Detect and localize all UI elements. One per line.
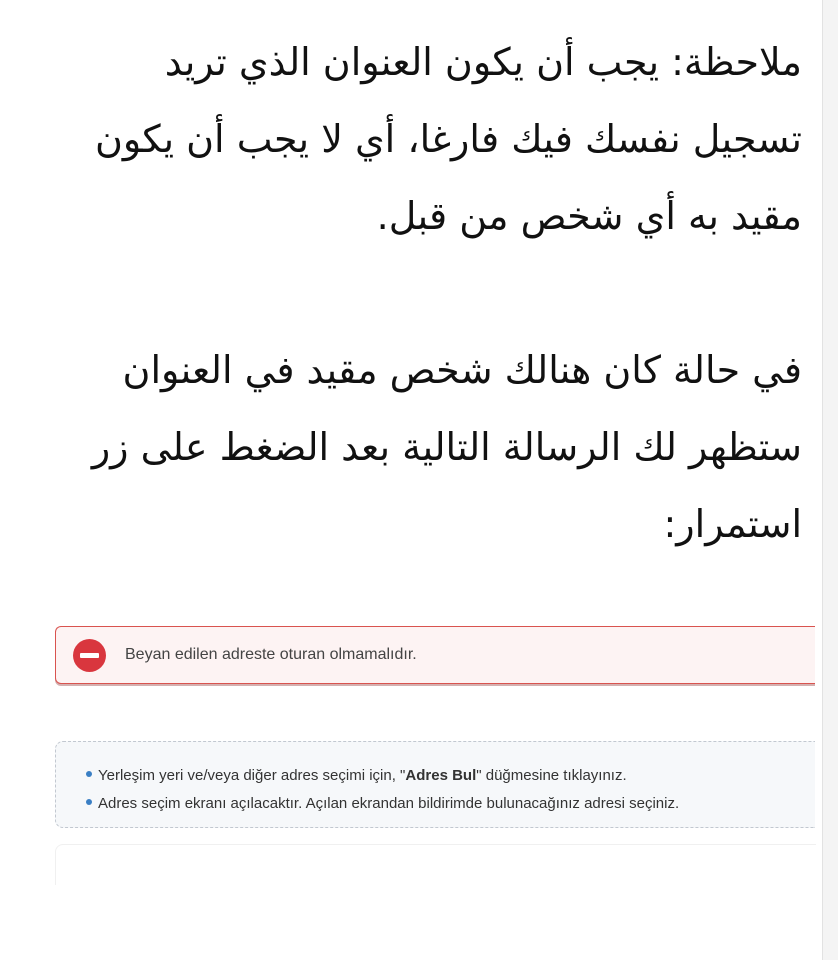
info-list-item — [86, 790, 815, 818]
info-item-2-text: Adres seçim ekranı açılacaktır. Açılan ekrandan bildirimde bulunacağınız adresi seçiniz. — [98, 795, 680, 812]
adres-bul-label: Adres Bul — [405, 767, 477, 784]
bullet-icon — [86, 799, 92, 805]
info-box — [55, 741, 815, 828]
error-message: Beyan edilen adreste oturan olmamalıdır. — [125, 646, 417, 663]
note-paragraph-1: ملاحظة: يجب أن يكون العنوان الذي تريد تسجيل نفسك فيك فارغا، أي لا يجب أن يكون مقيد به أي شخص من قبل. — [94, 40, 802, 238]
arabic-note — [60, 24, 802, 563]
page-edge — [822, 0, 838, 960]
error-alert — [55, 626, 815, 684]
next-panel — [55, 844, 816, 885]
bullet-icon — [86, 771, 92, 777]
info-list-item — [86, 762, 815, 790]
error-minus-icon — [73, 639, 106, 672]
note-paragraph-2: في حالة كان هنالك شخص مقيد في العنوان ستظهر لك الرسالة التالية بعد الضغط على زر استمرار: — [91, 348, 802, 546]
info-item-1-text-end: " düğmesine tıklayınız. — [476, 767, 627, 784]
info-item-1-text-start: Yerleşim yeri ve/veya diğer adres seçimi için, " — [98, 767, 406, 784]
